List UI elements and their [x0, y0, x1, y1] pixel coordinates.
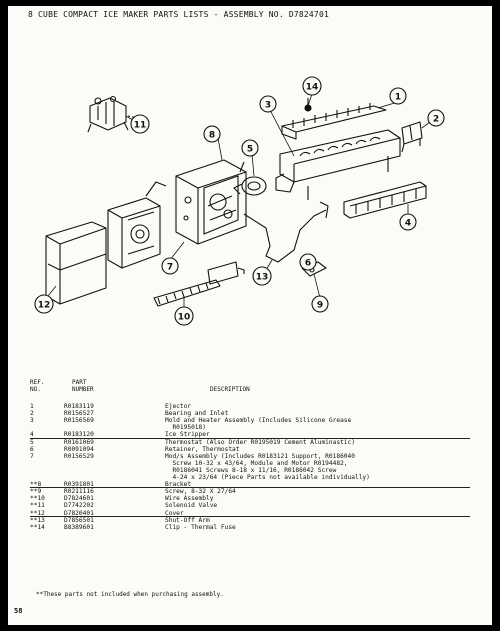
callout-11 — [131, 115, 149, 133]
svg-text:8: 8 — [208, 130, 216, 141]
ref-number: **13 — [30, 516, 45, 524]
callout-circles — [35, 77, 444, 325]
callout-5 — [242, 140, 258, 156]
ref-number: **14 — [30, 523, 45, 531]
description: Mold and Heater Assembly (Includes Silicone Grease R0195018) — [165, 417, 352, 432]
svg-text:10: 10 — [177, 312, 191, 323]
ref-number: 2 — [30, 410, 34, 418]
description: Ice Stripper — [165, 431, 210, 439]
part-number: R0156527 — [64, 410, 94, 418]
row-divider — [30, 516, 470, 517]
ref-number: 1 — [30, 403, 34, 410]
parts-sheet — [8, 6, 492, 625]
description: Shut-Off Arm — [165, 516, 210, 524]
part-number: R0391801 — [64, 481, 94, 489]
callout-12 — [35, 295, 53, 313]
part-number: R0156529 — [64, 452, 94, 460]
ejector-drawing — [282, 98, 386, 139]
ref-number: **9 — [30, 488, 42, 496]
ref-number: **10 — [30, 495, 45, 503]
part-number: R0183119 — [64, 403, 94, 410]
page-number: 58 — [14, 607, 23, 615]
parts-table-header — [8, 379, 492, 401]
footnote: **These parts not included when purchasing assembly. — [36, 591, 224, 598]
callout-3 — [260, 96, 276, 112]
ref-number: 3 — [30, 417, 34, 425]
description: Thermostat (Also Order R0195019 Cement Aluminastic) — [165, 438, 355, 446]
exploded-parts-diagram — [8, 6, 492, 371]
description: Bearing and Inlet — [165, 410, 229, 418]
description: Solenoid Valve — [165, 502, 218, 510]
callout-2 — [428, 110, 444, 126]
svg-text:4: 4 — [404, 218, 412, 229]
callout-6 — [300, 254, 316, 270]
ref-number: 6 — [30, 445, 34, 453]
part-number: R0183120 — [64, 431, 94, 439]
part-number: R0161069 — [64, 438, 94, 446]
description: Cover — [165, 509, 184, 517]
part-number: R0156569 — [64, 417, 94, 425]
part-number: R0091094 — [64, 445, 94, 453]
description: Mod/s Assembly (Includes R0183121 Support, R0186040 Screw 10-32 x 43/64, Module and Motor R0194482, R0186041 Screws 8-18 x 11/16, R0186042 Screw 4-24 x 23/64 (Piece Parts not available individually) — [165, 452, 370, 481]
callout-1 — [390, 88, 406, 104]
part-number: D7742202 — [64, 502, 94, 510]
cover-drawing — [46, 222, 106, 304]
svg-text:5: 5 — [246, 144, 254, 155]
svg-text:9: 9 — [316, 300, 324, 311]
ref-number: **8 — [30, 481, 42, 489]
svg-text:1: 1 — [394, 92, 402, 103]
motor-plate-drawing — [108, 182, 166, 268]
callout-9 — [312, 296, 328, 312]
part-number: D7820401 — [64, 509, 94, 517]
ref-number: 5 — [30, 438, 34, 446]
callout-8 — [204, 126, 220, 142]
page-title: 8 CUBE COMPACT ICE MAKER PARTS LISTS - ASSEMBLY NO. D7824701 — [28, 10, 329, 19]
svg-text:14: 14 — [305, 82, 319, 93]
callout-7 — [162, 258, 178, 274]
description-header: DESCRIPTION — [210, 386, 250, 393]
svg-text:6: 6 — [304, 258, 312, 269]
svg-text:13: 13 — [255, 272, 269, 283]
module-housing-drawing — [176, 160, 246, 244]
description: Wire Assembly — [165, 495, 214, 503]
description: Screw, 8-32 X 27/64 — [165, 488, 236, 496]
svg-text:3: 3 — [264, 100, 272, 111]
ref-number: 7 — [30, 452, 34, 460]
callout-13 — [253, 267, 271, 285]
part-header-line2: NUMBER — [72, 386, 94, 393]
callout-14 — [303, 77, 321, 95]
callout-10 — [175, 307, 193, 325]
description: Clip - Thermal Fuse — [165, 523, 236, 531]
svg-text:12: 12 — [37, 300, 51, 311]
part-number: D7824601 — [64, 495, 94, 503]
callout-4 — [400, 214, 416, 230]
ref-header-line2: NO. — [30, 386, 41, 393]
svg-text:7: 7 — [166, 262, 174, 273]
part-number: B8389601 — [64, 523, 94, 531]
part-number: R0211116 — [64, 488, 94, 496]
svg-text:11: 11 — [133, 120, 147, 131]
description: Retainer, Thermostat — [165, 445, 240, 453]
shut-off-arm-drawing — [244, 202, 328, 262]
ice-stripper-drawing — [344, 182, 426, 218]
thermostat-drawing — [234, 162, 266, 195]
part-number: D7856501 — [64, 516, 94, 524]
description: Bracket — [165, 481, 192, 489]
description: Ejector — [165, 403, 192, 410]
part-header-line1: PART — [72, 379, 87, 386]
ref-header-line1: REF. — [30, 379, 45, 386]
bearing-inlet-drawing — [402, 122, 422, 152]
ref-number: **11 — [30, 502, 45, 510]
row-divider — [30, 487, 470, 488]
ref-number: 4 — [30, 431, 34, 439]
leader-lines — [48, 94, 430, 308]
mold-heater-drawing — [276, 130, 400, 200]
svg-text:2: 2 — [432, 114, 440, 125]
ref-number: **12 — [30, 509, 45, 517]
